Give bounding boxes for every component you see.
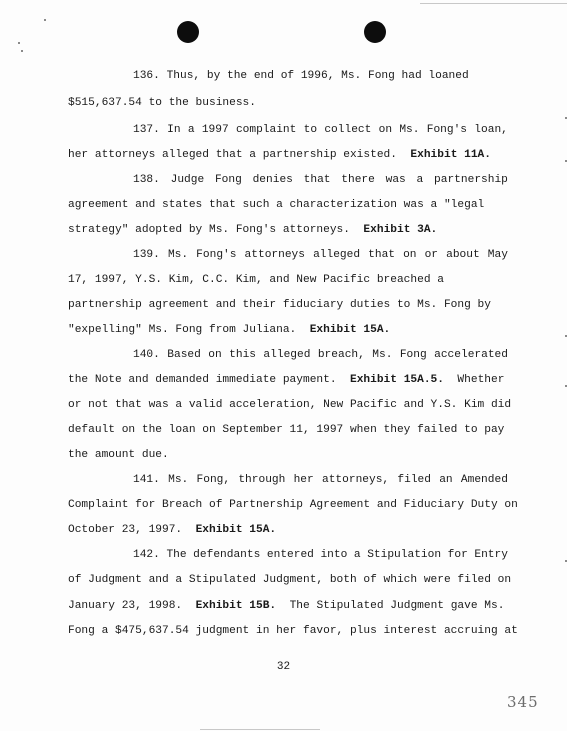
- paragraph-140-line-2: the Note and demanded immediate payment. Exhibit 15A.5. Whether: [68, 374, 505, 386]
- paragraph-139-line-3: partnership agreement and their fiduciary duties to Ms. Fong by: [68, 299, 491, 311]
- bates-stamp: 345: [507, 693, 539, 711]
- paragraph-140-line-1: 140. Based on this alleged breach, Ms. Fong accelerated: [133, 349, 508, 361]
- scan-speck: [44, 19, 46, 21]
- paragraph-141-line-3: October 23, 1997. Exhibit 15A.: [68, 524, 277, 536]
- paragraph-137-line-1: 137. In a 1997 complaint to collect on Ms. Fong's loan,: [133, 124, 508, 136]
- exhibit-3a: Exhibit 3A.: [363, 224, 438, 236]
- paragraph-141-line-1: 141. Ms. Fong, through her attorneys, filed an Amended: [133, 474, 508, 486]
- paragraph-140-line-4: default on the loan on September 11, 1997 when they failed to pay: [68, 424, 505, 436]
- paragraph-142-line-3: January 23, 1998. Exhibit 15B. The Stipulated Judgment gave Ms.: [68, 600, 505, 612]
- paragraph-142-line-4: Fong a $475,637.54 judgment in her favor, plus interest accruing at: [68, 625, 518, 637]
- paragraph-142-line-1: 142. The defendants entered into a Stipulation for Entry: [133, 549, 508, 561]
- paragraph-140-line-5: the amount due.: [68, 449, 169, 461]
- scan-speck: [18, 42, 20, 44]
- exhibit-15a: Exhibit 15A.: [309, 324, 391, 336]
- exhibit-15a: Exhibit 15A.: [195, 524, 277, 536]
- paragraph-139-line-1: 139. Ms. Fong's attorneys alleged that on or about May: [133, 249, 508, 261]
- paragraph-136-line-1: 136. Thus, by the end of 1996, Ms. Fong had loaned: [133, 70, 469, 82]
- page-number: 32: [276, 661, 291, 673]
- scan-speck: [21, 50, 23, 52]
- paragraph-136-line-2: $515,637.54 to the business.: [68, 97, 256, 109]
- paragraph-138-line-3: strategy" adopted by Ms. Fong's attorneys. Exhibit 3A.: [68, 224, 438, 236]
- paragraph-140-line-3: or not that was a valid acceleration, New Pacific and Y.S. Kim did: [68, 399, 512, 411]
- paragraph-138-line-1: 138. Judge Fong denies that there was a partnership: [133, 174, 508, 186]
- exhibit-11a: Exhibit 11A.: [410, 149, 491, 161]
- paragraph-141-line-2: Complaint for Breach of Partnership Agreement and Fiduciary Duty on: [68, 499, 518, 511]
- scan-edge: [200, 729, 320, 730]
- punch-hole-right: [364, 21, 386, 43]
- paragraph-137-line-2: her attorneys alleged that a partnership existed. Exhibit 11A.: [68, 149, 491, 161]
- exhibit-15a-5: Exhibit 15A.5.: [349, 374, 444, 386]
- paragraph-139-line-2: 17, 1997, Y.S. Kim, C.C. Kim, and New Pacific breached a: [68, 274, 444, 286]
- paragraph-142-line-2: of Judgment and a Stipulated Judgment, both of which were filed on: [68, 574, 512, 586]
- exhibit-15b: Exhibit 15B.: [195, 600, 277, 612]
- punch-hole-left: [177, 21, 199, 43]
- paragraph-138-line-2: agreement and states that such a characterization was a "legal: [68, 199, 485, 211]
- scan-edge: [420, 3, 567, 4]
- paragraph-139-line-4: "expelling" Ms. Fong from Juliana. Exhibit 15A.: [68, 324, 391, 336]
